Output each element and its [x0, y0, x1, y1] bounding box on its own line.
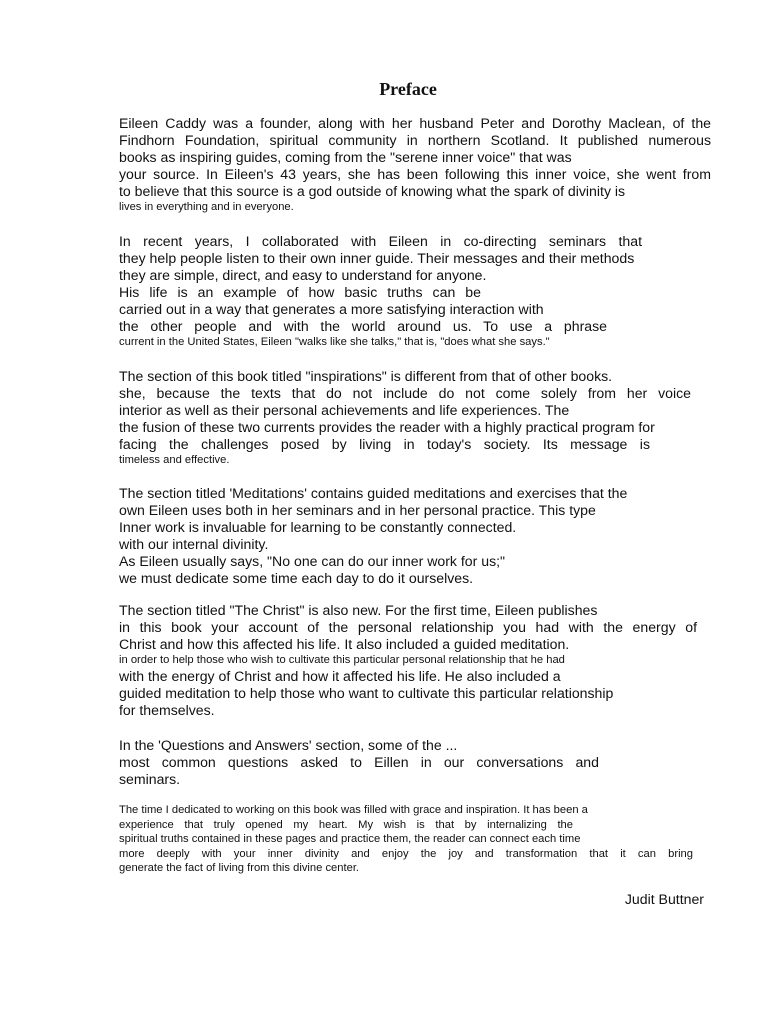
text-line: interior as well as their personal achievements and life experiences. The	[119, 402, 570, 418]
text-line: most common questions asked to Eillen in our conversations and	[119, 754, 599, 770]
text-line: His life is an example of how basic truths can be	[119, 284, 481, 300]
text-line: timeless and effective.	[119, 454, 230, 466]
text-line: the fusion of these two currents provides the reader with a highly practical program for	[119, 419, 655, 435]
paragraph-1	[119, 115, 711, 215]
text-line: Findhorn Foundation, spiritual community in northern Scotland. It published numerous	[119, 132, 711, 148]
text-line: The section titled 'Meditations' contains guided meditations and exercises that the	[119, 485, 628, 501]
text-line: they help people listen to their own inner guide. Their messages and their methods	[119, 250, 635, 266]
text-line: facing the challenges posed by living in today's society. Its message is	[119, 436, 650, 452]
text-line: own Eileen uses both in her seminars and in her personal practice. This type	[119, 502, 596, 518]
text-line: in order to help those who wish to cultivate this particular personal relationship that he had	[119, 654, 565, 666]
text-line: spiritual truths contained in these pages and practice them, the reader can connect each time	[119, 833, 581, 845]
text-line: Eileen Caddy was a founder, along with her husband Peter and Dorothy Maclean, of the	[119, 115, 711, 131]
text-line: with the energy of Christ and how it affected his life. He also included a	[119, 668, 561, 684]
text-line: books as inspiring guides, coming from the "serene inner voice" that was	[119, 149, 572, 165]
text-line: the other people and with the world around us. To use a phrase	[119, 318, 607, 334]
paragraph-7	[119, 803, 711, 876]
text-line: to believe that this source is a god outside of knowing what the spark of divinity is	[119, 183, 626, 199]
text-line: In recent years, I collaborated with Eileen in co-directing seminars that	[119, 233, 642, 249]
text-line: they are simple, direct, and easy to understand for anyone.	[119, 267, 487, 283]
text-line: current in the United States, Eileen "walks like she talks," that is, "does what she says."	[119, 336, 550, 348]
paragraph-4	[119, 485, 711, 587]
signature: Judit Buttner	[624, 891, 704, 907]
paragraph-3	[119, 368, 711, 468]
text-line: we must dedicate some time each day to do it ourselves.	[119, 570, 474, 586]
text-line: for themselves.	[119, 702, 215, 718]
text-line: she, because the texts that do not include do not come solely from her voice	[119, 385, 691, 401]
paragraph-5	[119, 602, 711, 719]
text-line: As Eileen usually says, "No one can do our inner work for us;"	[119, 553, 506, 569]
page-title: Preface	[379, 79, 437, 99]
text-line: more deeply with your inner divinity and enjoy the joy and transformation that it can bring	[119, 847, 693, 860]
text-line: Christ and how this affected his life. It also included a guided meditation.	[119, 636, 570, 652]
text-line: your source. In Eileen's 43 years, she has been following this inner voice, she went from	[119, 166, 711, 182]
paragraph-2	[119, 233, 711, 350]
text-line: generate the fact of living from this divine center.	[119, 862, 360, 874]
text-line: lives in everything and in everyone.	[119, 201, 294, 213]
text-line: carried out in a way that generates a more satisfying interaction with	[119, 301, 544, 317]
text-line: seminars.	[119, 771, 181, 787]
text-line: guided meditation to help those who want to cultivate this particular relationship	[119, 685, 614, 701]
text-line: with our internal divinity.	[119, 536, 269, 552]
text-line: Inner work is invaluable for learning to be constantly connected.	[119, 519, 517, 535]
paragraph-6	[119, 737, 711, 788]
text-line: The section of this book titled "inspirations" is different from that of other books.	[119, 368, 613, 384]
text-line: in this book your account of the personal relationship you had with the energy of	[119, 619, 697, 635]
text-line: The section titled "The Christ" is also new. For the first time, Eileen publishes	[119, 602, 598, 618]
text-line: The time I dedicated to working on this book was filled with grace and inspiration. It has been a	[119, 804, 588, 816]
text-line: In the 'Questions and Answers' section, some of the ...	[119, 737, 458, 753]
text-line: experience that truly opened my heart. My wish is that by internalizing the	[119, 818, 573, 831]
